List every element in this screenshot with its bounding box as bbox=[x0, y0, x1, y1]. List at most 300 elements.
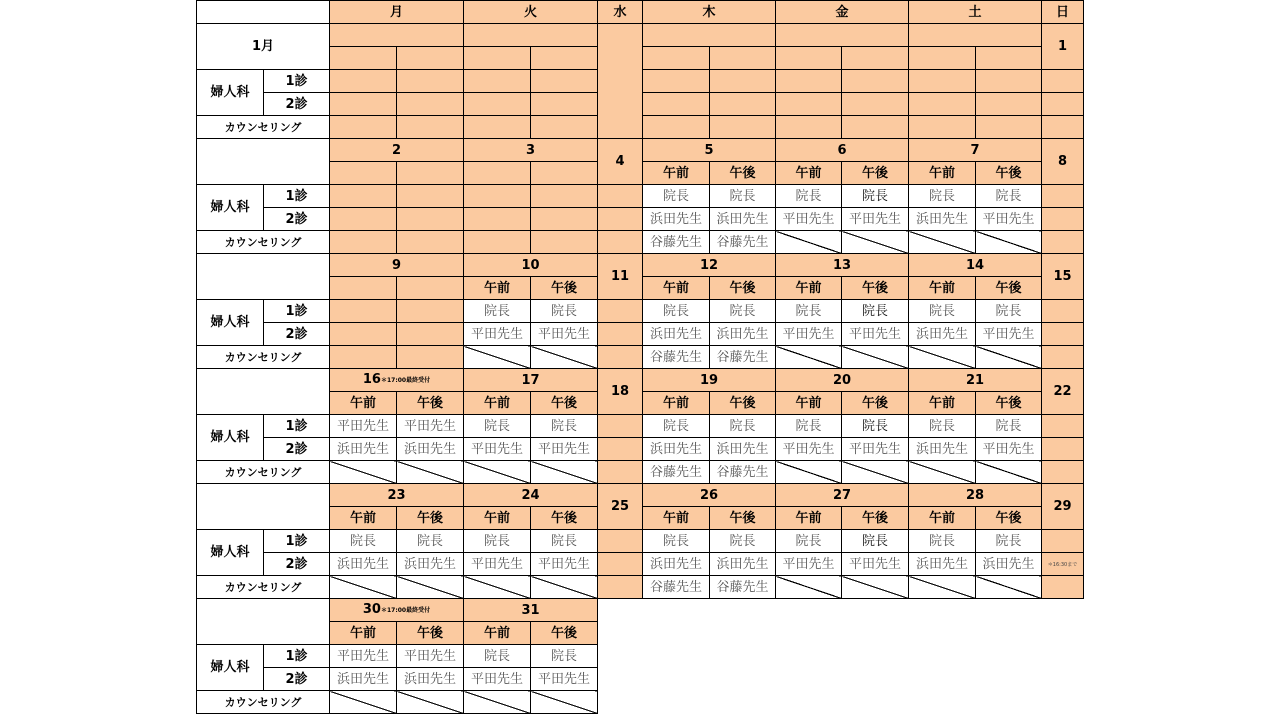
date-sat: 21 bbox=[909, 369, 1042, 392]
date-wed: 25 bbox=[598, 484, 643, 530]
doctor-am: 院長 bbox=[643, 415, 710, 438]
blank-cell bbox=[842, 93, 909, 116]
blank-cell bbox=[397, 47, 464, 70]
date-fri: 20 bbox=[776, 369, 909, 392]
counseling-label: カウンセリング bbox=[197, 576, 330, 599]
counselor-am: 谷藤先生 bbox=[643, 461, 710, 484]
doctor-pm: 浜田先生 bbox=[710, 438, 776, 461]
pm-label: 午後 bbox=[531, 277, 598, 300]
doctor-pm: 院長 bbox=[710, 415, 776, 438]
blank-cell bbox=[776, 93, 842, 116]
blank-cell bbox=[330, 116, 397, 139]
doctor-am: 浜田先生 bbox=[330, 438, 397, 461]
blank-cell bbox=[531, 47, 598, 70]
blank-cell bbox=[909, 70, 976, 93]
am-label: 午前 bbox=[330, 392, 397, 415]
wed-closed-cell bbox=[598, 208, 643, 231]
blank-cell bbox=[330, 70, 397, 93]
sun-closed-cell bbox=[1042, 415, 1084, 438]
weekday-sun: 日 bbox=[1042, 1, 1084, 24]
doctor-am: 院長 bbox=[776, 185, 842, 208]
gynecology-label: 婦人科 bbox=[197, 530, 264, 576]
date-mon bbox=[330, 139, 464, 162]
pm-label: 午後 bbox=[531, 392, 598, 415]
date-sun: 8 bbox=[1042, 139, 1084, 185]
doctor-pm: 院長 bbox=[976, 530, 1042, 553]
counseling-label: カウンセリング bbox=[197, 691, 330, 714]
no-counseling-cell bbox=[397, 576, 464, 599]
date-tue bbox=[464, 599, 598, 622]
counselor-am: 谷藤先生 bbox=[643, 576, 710, 599]
date-tue bbox=[464, 254, 598, 277]
doctor-am: 浜田先生 bbox=[909, 208, 976, 231]
date-number: 24 bbox=[521, 487, 540, 503]
weekday-tue: 火 bbox=[464, 1, 598, 24]
am-label: 午前 bbox=[909, 162, 976, 185]
no-counseling-cell bbox=[842, 231, 909, 254]
date-mon bbox=[330, 484, 464, 507]
pm-label: 午後 bbox=[710, 392, 776, 415]
am-label: 午前 bbox=[643, 277, 710, 300]
blank-cell bbox=[909, 24, 1042, 47]
blank-cell bbox=[531, 93, 598, 116]
pm-label: 午後 bbox=[976, 162, 1042, 185]
blank-cell bbox=[330, 208, 397, 231]
blank-cell bbox=[330, 162, 397, 185]
counselor-pm: 谷藤先生 bbox=[710, 576, 776, 599]
weekday-fri: 金 bbox=[776, 1, 909, 24]
blank-cell bbox=[464, 24, 598, 47]
doctor-pm: 平田先生 bbox=[842, 323, 909, 346]
counselor-pm: 谷藤先生 bbox=[710, 346, 776, 369]
slot-label-2: 2診 bbox=[264, 438, 330, 461]
counseling-label: カウンセリング bbox=[197, 116, 330, 139]
doctor-pm: 浜田先生 bbox=[397, 438, 464, 461]
blank-cell bbox=[976, 70, 1042, 93]
no-counseling-cell bbox=[842, 461, 909, 484]
doctor-pm: 院長 bbox=[976, 300, 1042, 323]
blank-cell bbox=[976, 116, 1042, 139]
doctor-pm: 平田先生 bbox=[842, 208, 909, 231]
reception-note: ＊17:00最終受付 bbox=[380, 377, 431, 384]
month-label: 1月 bbox=[197, 24, 330, 70]
doctor-am: 院長 bbox=[909, 530, 976, 553]
doctor-pm: 院長 bbox=[531, 645, 598, 668]
no-counseling-cell bbox=[909, 231, 976, 254]
sun-closed-cell bbox=[1042, 530, 1084, 553]
no-counseling-cell bbox=[531, 576, 598, 599]
doctor-am: 院長 bbox=[643, 530, 710, 553]
weekday-mon: 月 bbox=[330, 1, 464, 24]
am-label: 午前 bbox=[330, 507, 397, 530]
doctor-am: 院長 bbox=[909, 300, 976, 323]
weekday-thu: 木 bbox=[643, 1, 776, 24]
doctor-pm: 平田先生 bbox=[531, 668, 598, 691]
blank-cell bbox=[643, 47, 710, 70]
blank-cell bbox=[330, 277, 397, 300]
no-counseling-cell bbox=[776, 576, 842, 599]
blank-cell bbox=[464, 162, 531, 185]
blank-cell bbox=[397, 323, 464, 346]
doctor-am: 院長 bbox=[909, 185, 976, 208]
date-mon bbox=[330, 599, 464, 622]
week-label-cell bbox=[197, 254, 330, 300]
counselor-am: 谷藤先生 bbox=[643, 231, 710, 254]
doctor-pm: 院長 bbox=[842, 530, 909, 553]
wed-closed-cell bbox=[598, 24, 643, 139]
am-label: 午前 bbox=[330, 622, 397, 645]
doctor-am: 平田先生 bbox=[464, 438, 531, 461]
slot-label-2: 2診 bbox=[264, 668, 330, 691]
wed-closed-cell bbox=[598, 231, 643, 254]
am-label: 午前 bbox=[776, 162, 842, 185]
am-label: 午前 bbox=[776, 277, 842, 300]
blank-cell bbox=[464, 47, 531, 70]
blank-cell bbox=[330, 346, 397, 369]
doctor-pm: 院長 bbox=[710, 530, 776, 553]
blank-cell bbox=[531, 162, 598, 185]
pm-label: 午後 bbox=[842, 162, 909, 185]
doctor-pm: 院長 bbox=[531, 415, 598, 438]
blank-cell bbox=[330, 231, 397, 254]
doctor-am: 院長 bbox=[464, 645, 531, 668]
week-label-cell bbox=[197, 369, 330, 415]
date-number: 23 bbox=[387, 487, 406, 503]
blank-cell bbox=[909, 116, 976, 139]
doctor-pm: 院長 bbox=[842, 300, 909, 323]
doctor-am: 院長 bbox=[909, 415, 976, 438]
counseling-label: カウンセリング bbox=[197, 231, 330, 254]
blank-cell bbox=[909, 47, 976, 70]
wed-closed-cell bbox=[598, 576, 643, 599]
pm-label: 午後 bbox=[976, 392, 1042, 415]
am-label: 午前 bbox=[643, 507, 710, 530]
doctor-am: 平田先生 bbox=[776, 208, 842, 231]
sun-closed-cell bbox=[1042, 461, 1084, 484]
slot-label-1: 1診 bbox=[264, 185, 330, 208]
gynecology-label: 婦人科 bbox=[197, 185, 264, 231]
wed-closed-cell bbox=[598, 415, 643, 438]
blank-cell bbox=[710, 116, 776, 139]
doctor-am: 院長 bbox=[464, 415, 531, 438]
date-number: 2 bbox=[391, 142, 402, 158]
blank-cell bbox=[710, 93, 776, 116]
blank-cell bbox=[643, 70, 710, 93]
blank-cell bbox=[976, 47, 1042, 70]
doctor-pm: 浜田先生 bbox=[710, 553, 776, 576]
blank-cell bbox=[464, 231, 531, 254]
doctor-pm: 院長 bbox=[976, 415, 1042, 438]
blank-cell bbox=[643, 24, 776, 47]
pm-label: 午後 bbox=[397, 622, 464, 645]
slot-label-2: 2診 bbox=[264, 93, 330, 116]
am-label: 午前 bbox=[909, 392, 976, 415]
am-label: 午前 bbox=[776, 507, 842, 530]
date-number: 30 bbox=[362, 602, 381, 617]
counseling-label: カウンセリング bbox=[197, 346, 330, 369]
sun-closed-cell bbox=[1042, 323, 1084, 346]
slot-label-2: 2診 bbox=[264, 323, 330, 346]
blank-cell bbox=[397, 208, 464, 231]
doctor-am: 平田先生 bbox=[464, 553, 531, 576]
doctor-pm: 院長 bbox=[842, 415, 909, 438]
date-sun: 29 bbox=[1042, 484, 1084, 530]
doctor-pm: 平田先生 bbox=[397, 415, 464, 438]
no-counseling-cell bbox=[976, 231, 1042, 254]
doctor-pm: 平田先生 bbox=[976, 323, 1042, 346]
doctor-pm: 平田先生 bbox=[531, 553, 598, 576]
blank-cell bbox=[397, 93, 464, 116]
sun-closed-cell bbox=[1042, 231, 1084, 254]
date-thu: 5 bbox=[643, 139, 776, 162]
blank-cell bbox=[330, 185, 397, 208]
doctor-am: 平田先生 bbox=[776, 438, 842, 461]
gynecology-label: 婦人科 bbox=[197, 415, 264, 461]
am-label: 午前 bbox=[643, 162, 710, 185]
date-tue bbox=[464, 139, 598, 162]
counseling-label: カウンセリング bbox=[197, 461, 330, 484]
weekday-sat: 土 bbox=[909, 1, 1042, 24]
no-counseling-cell bbox=[397, 461, 464, 484]
date-sun: 22 bbox=[1042, 369, 1084, 415]
am-label: 午前 bbox=[464, 507, 531, 530]
date-number: 10 bbox=[521, 257, 540, 273]
blank-cell bbox=[330, 93, 397, 116]
no-counseling-cell bbox=[531, 346, 598, 369]
blank-cell bbox=[531, 208, 598, 231]
blank-cell bbox=[531, 185, 598, 208]
date-fri: 27 bbox=[776, 484, 909, 507]
date-wed: 4 bbox=[598, 139, 643, 185]
empty-area bbox=[598, 599, 1084, 714]
date-fri: 6 bbox=[776, 139, 909, 162]
doctor-am: 浜田先生 bbox=[909, 323, 976, 346]
doctor-pm: 平田先生 bbox=[976, 208, 1042, 231]
doctor-pm: 平田先生 bbox=[531, 323, 598, 346]
doctor-am: 浜田先生 bbox=[909, 553, 976, 576]
blank-cell bbox=[842, 116, 909, 139]
blank-cell bbox=[397, 162, 464, 185]
am-label: 午前 bbox=[643, 392, 710, 415]
pm-label: 午後 bbox=[710, 507, 776, 530]
blank-cell bbox=[397, 116, 464, 139]
doctor-am: 浜田先生 bbox=[643, 323, 710, 346]
sun-closed-cell bbox=[1042, 346, 1084, 369]
no-counseling-cell bbox=[976, 576, 1042, 599]
no-counseling-cell bbox=[909, 346, 976, 369]
doctor-pm: 浜田先生 bbox=[710, 208, 776, 231]
counselor-pm: 谷藤先生 bbox=[710, 231, 776, 254]
date-wed: 11 bbox=[598, 254, 643, 300]
sun-closed-cell bbox=[1042, 576, 1084, 599]
date-wed: 18 bbox=[598, 369, 643, 415]
date-sat: 14 bbox=[909, 254, 1042, 277]
blank-cell bbox=[531, 70, 598, 93]
doctor-am: 浜田先生 bbox=[330, 668, 397, 691]
am-label: 午前 bbox=[464, 392, 531, 415]
date-thu: 19 bbox=[643, 369, 776, 392]
date-mon bbox=[330, 254, 464, 277]
week-label-cell bbox=[197, 139, 330, 185]
doctor-am: 平田先生 bbox=[464, 323, 531, 346]
doctor-am: 平田先生 bbox=[776, 323, 842, 346]
week-label-cell bbox=[197, 484, 330, 530]
pm-label: 午後 bbox=[842, 277, 909, 300]
blank-cell bbox=[397, 277, 464, 300]
no-counseling-cell bbox=[976, 346, 1042, 369]
date-sun: 15 bbox=[1042, 254, 1084, 300]
sun-closed-cell bbox=[1042, 93, 1084, 116]
date-number: 9 bbox=[391, 257, 402, 273]
am-label: 午前 bbox=[909, 277, 976, 300]
blank-cell bbox=[643, 93, 710, 116]
doctor-pm: 平田先生 bbox=[397, 645, 464, 668]
pm-label: 午後 bbox=[710, 162, 776, 185]
slot-label-2: 2診 bbox=[264, 553, 330, 576]
pm-label: 午後 bbox=[976, 277, 1042, 300]
doctor-am: 院長 bbox=[464, 300, 531, 323]
doctor-pm: 平田先生 bbox=[842, 553, 909, 576]
blank-cell bbox=[710, 47, 776, 70]
blank-cell bbox=[397, 185, 464, 208]
doctor-am: 平田先生 bbox=[464, 668, 531, 691]
doctor-am: 院長 bbox=[464, 530, 531, 553]
date-thu: 12 bbox=[643, 254, 776, 277]
pm-label: 午後 bbox=[397, 507, 464, 530]
doctor-pm: 浜田先生 bbox=[976, 553, 1042, 576]
pm-label: 午後 bbox=[531, 507, 598, 530]
wed-closed-cell bbox=[598, 438, 643, 461]
slot-label-1: 1診 bbox=[264, 645, 330, 668]
doctor-am: 院長 bbox=[776, 300, 842, 323]
doctor-pm: 院長 bbox=[397, 530, 464, 553]
doctor-am: 院長 bbox=[643, 185, 710, 208]
blank-cell bbox=[330, 24, 464, 47]
schedule-table bbox=[196, 0, 1084, 714]
pm-label: 午後 bbox=[531, 622, 598, 645]
no-counseling-cell bbox=[909, 576, 976, 599]
blank-cell bbox=[909, 93, 976, 116]
blank-cell bbox=[330, 323, 397, 346]
date-tue bbox=[464, 369, 598, 392]
doctor-am: 平田先生 bbox=[330, 415, 397, 438]
date-sat: 7 bbox=[909, 139, 1042, 162]
gynecology-label: 婦人科 bbox=[197, 645, 264, 691]
am-label: 午前 bbox=[464, 277, 531, 300]
no-counseling-cell bbox=[397, 691, 464, 714]
weekday-wed: 水 bbox=[598, 1, 643, 24]
gynecology-label: 婦人科 bbox=[197, 70, 264, 116]
doctor-am: 浜田先生 bbox=[330, 553, 397, 576]
sunday-note: ＊16:30まで bbox=[1047, 562, 1078, 568]
no-counseling-cell bbox=[330, 576, 397, 599]
blank-cell bbox=[397, 300, 464, 323]
slot-label-1: 1診 bbox=[264, 530, 330, 553]
wed-closed-cell bbox=[598, 300, 643, 323]
doctor-am: 浜田先生 bbox=[909, 438, 976, 461]
no-counseling-cell bbox=[776, 231, 842, 254]
blank-cell bbox=[776, 24, 909, 47]
doctor-pm: 平田先生 bbox=[842, 438, 909, 461]
doctor-am: 平田先生 bbox=[330, 645, 397, 668]
am-label: 午前 bbox=[776, 392, 842, 415]
blank-cell bbox=[776, 70, 842, 93]
no-counseling-cell bbox=[464, 691, 531, 714]
doctor-pm: 院長 bbox=[976, 185, 1042, 208]
wed-closed-cell bbox=[598, 530, 643, 553]
no-counseling-cell bbox=[909, 461, 976, 484]
no-counseling-cell bbox=[330, 691, 397, 714]
doctor-am: 浜田先生 bbox=[643, 438, 710, 461]
date-mon bbox=[330, 369, 464, 392]
doctor-pm: 院長 bbox=[710, 300, 776, 323]
doctor-pm: 院長 bbox=[710, 185, 776, 208]
doctor-am: 院長 bbox=[330, 530, 397, 553]
date-number: 16 bbox=[362, 372, 381, 387]
pm-label: 午後 bbox=[976, 507, 1042, 530]
counselor-pm: 谷藤先生 bbox=[710, 461, 776, 484]
sun-closed-cell bbox=[1042, 438, 1084, 461]
sun-closed-cell bbox=[1042, 185, 1084, 208]
doctor-am: 平田先生 bbox=[776, 553, 842, 576]
blank-cell bbox=[710, 70, 776, 93]
blank-cell bbox=[397, 346, 464, 369]
blank-cell bbox=[464, 70, 531, 93]
gynecology-label: 婦人科 bbox=[197, 300, 264, 346]
blank-cell bbox=[397, 70, 464, 93]
blank-cell bbox=[531, 116, 598, 139]
pm-label: 午後 bbox=[842, 392, 909, 415]
doctor-am: 院長 bbox=[643, 300, 710, 323]
doctor-am: 浜田先生 bbox=[643, 208, 710, 231]
pm-label: 午後 bbox=[842, 507, 909, 530]
am-label: 午前 bbox=[909, 507, 976, 530]
doctor-pm: 浜田先生 bbox=[397, 668, 464, 691]
doctor-pm: 浜田先生 bbox=[397, 553, 464, 576]
no-counseling-cell bbox=[776, 461, 842, 484]
slot-label-1: 1診 bbox=[264, 70, 330, 93]
sun-closed-cell bbox=[1042, 116, 1084, 139]
am-label: 午前 bbox=[464, 622, 531, 645]
date-number: 3 bbox=[525, 142, 536, 158]
no-counseling-cell bbox=[842, 576, 909, 599]
slot-label-1: 1診 bbox=[264, 415, 330, 438]
date-number: 31 bbox=[521, 602, 540, 618]
pm-label: 午後 bbox=[710, 277, 776, 300]
sun-closed-cell bbox=[1042, 70, 1084, 93]
doctor-pm: 院長 bbox=[842, 185, 909, 208]
date-sat: 28 bbox=[909, 484, 1042, 507]
blank-cell bbox=[464, 93, 531, 116]
no-counseling-cell bbox=[464, 576, 531, 599]
no-counseling-cell bbox=[976, 461, 1042, 484]
wed-closed-cell bbox=[598, 461, 643, 484]
slot-label-1: 1診 bbox=[264, 300, 330, 323]
date-sun: 1 bbox=[1042, 24, 1084, 70]
blank-cell bbox=[464, 185, 531, 208]
doctor-pm: 院長 bbox=[531, 300, 598, 323]
no-counseling-cell bbox=[464, 346, 531, 369]
corner-cell bbox=[197, 1, 330, 24]
blank-cell bbox=[842, 70, 909, 93]
blank-cell bbox=[464, 208, 531, 231]
no-counseling-cell bbox=[842, 346, 909, 369]
date-fri: 13 bbox=[776, 254, 909, 277]
reception-note: ＊17:00最終受付 bbox=[380, 607, 431, 614]
doctor-pm: 浜田先生 bbox=[710, 323, 776, 346]
blank-cell bbox=[330, 47, 397, 70]
blank-cell bbox=[464, 116, 531, 139]
